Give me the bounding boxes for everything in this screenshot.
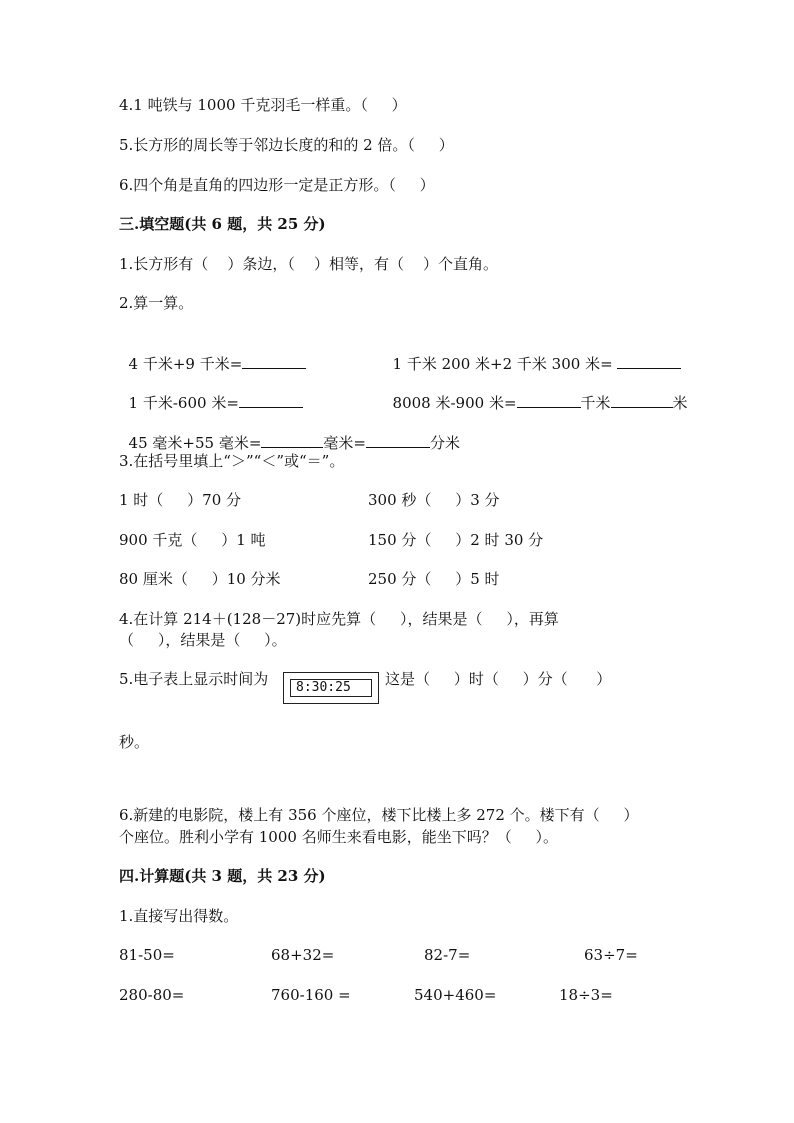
fill-q2-row1-left	[119, 333, 306, 374]
compare-b1: 300 秒（ ）3 分	[368, 491, 500, 509]
fill-q4-line1: 4.在计算 214＋(128－27)时应先算（ ），结果是（ ），再算	[119, 610, 559, 628]
fill-q1: 1.长方形有（ ）条边，（ ）相等，有（ ）个直角。	[119, 255, 499, 273]
calc-item: 82-7=	[424, 946, 471, 964]
calc-text: 1 千米 200 米+2 千米 300 米=	[392, 355, 618, 373]
fill-q2-title: 2.算一算。	[119, 294, 194, 312]
unit-text: 毫米=	[323, 434, 366, 452]
compare-a1: 1 时（ ）70 分	[119, 491, 242, 509]
answer-blank	[517, 392, 581, 408]
calc-text: 4 千米+9 千米=	[128, 355, 243, 373]
calc-item: 760-160 =	[271, 986, 351, 1004]
fill-q4-line2: （ ），结果是（ ）。	[119, 631, 287, 649]
answer-blank	[617, 353, 681, 369]
fill-q2-row3	[119, 412, 460, 453]
calc-item: 280-80=	[119, 986, 185, 1004]
calc-text: 1 千米-600 米=	[128, 394, 239, 412]
answer-blank	[611, 392, 673, 408]
judge-q6: 6.四个角是直角的四边形一定是正方形。（ ）	[119, 176, 435, 194]
compare-b3: 250 分（ ）5 时	[368, 570, 500, 588]
compare-b2: 150 分（ ）2 时 30 分	[368, 531, 544, 549]
fill-q3-title: 3.在括号里填上“＞”“＜”或“＝”。	[119, 452, 345, 470]
answer-blank	[239, 392, 303, 408]
fill-q2-row2-right	[383, 372, 688, 413]
unit-text: 分米	[429, 434, 460, 452]
fill-q6-line2: 个座位。胜利小学有 1000 名师生来看电影，能坐下吗？（ ）。	[119, 828, 559, 846]
digital-clock	[283, 672, 379, 704]
fill-q5-suffix: 这是（ ）时（ ）分（ ）	[385, 670, 612, 688]
judge-q5: 5.长方形的周长等于邻边长度的和的 2 倍。（ ）	[119, 136, 454, 154]
answer-blank	[366, 432, 430, 448]
calc-item: 63÷7=	[584, 946, 638, 964]
unit-text: 米	[672, 394, 688, 412]
calc-item: 68+32=	[271, 946, 335, 964]
fill-q6-line1: 6.新建的电影院，楼上有 356 个座位，楼下比楼上多 272 个。楼下有（ ）	[119, 806, 639, 824]
calc-item: 18÷3=	[559, 986, 613, 1004]
compare-a2: 900 千克（ ）1 吨	[119, 531, 266, 549]
fill-q5-prefix: 5.电子表上显示时间为	[119, 670, 269, 688]
compare-a3: 80 厘米（ ）10 分米	[119, 570, 281, 588]
digital-clock-display: 8:30:25	[290, 679, 372, 697]
judge-q4: 4.1 吨铁与 1000 千克羽毛一样重。（ ）	[119, 96, 407, 114]
calc-text: 8008 米-900 米=	[392, 394, 517, 412]
section3-title: 三.填空题(共 6 题，共 25 分)	[119, 215, 326, 233]
answer-blank	[261, 432, 323, 448]
unit-text: 千米	[580, 394, 611, 412]
calc-item: 540+460=	[414, 986, 497, 1004]
calc-q1-title: 1.直接写出得数。	[119, 907, 239, 925]
calc-item: 81-50=	[119, 946, 175, 964]
fill-q5-line2: 秒。	[119, 733, 150, 751]
fill-q2-row2-left	[119, 372, 303, 413]
answer-blank	[242, 353, 306, 369]
section4-title: 四.计算题(共 3 题，共 23 分)	[119, 867, 326, 885]
calc-text: 45 毫米+55 毫米=	[128, 434, 262, 452]
fill-q2-row1-right	[383, 333, 681, 374]
